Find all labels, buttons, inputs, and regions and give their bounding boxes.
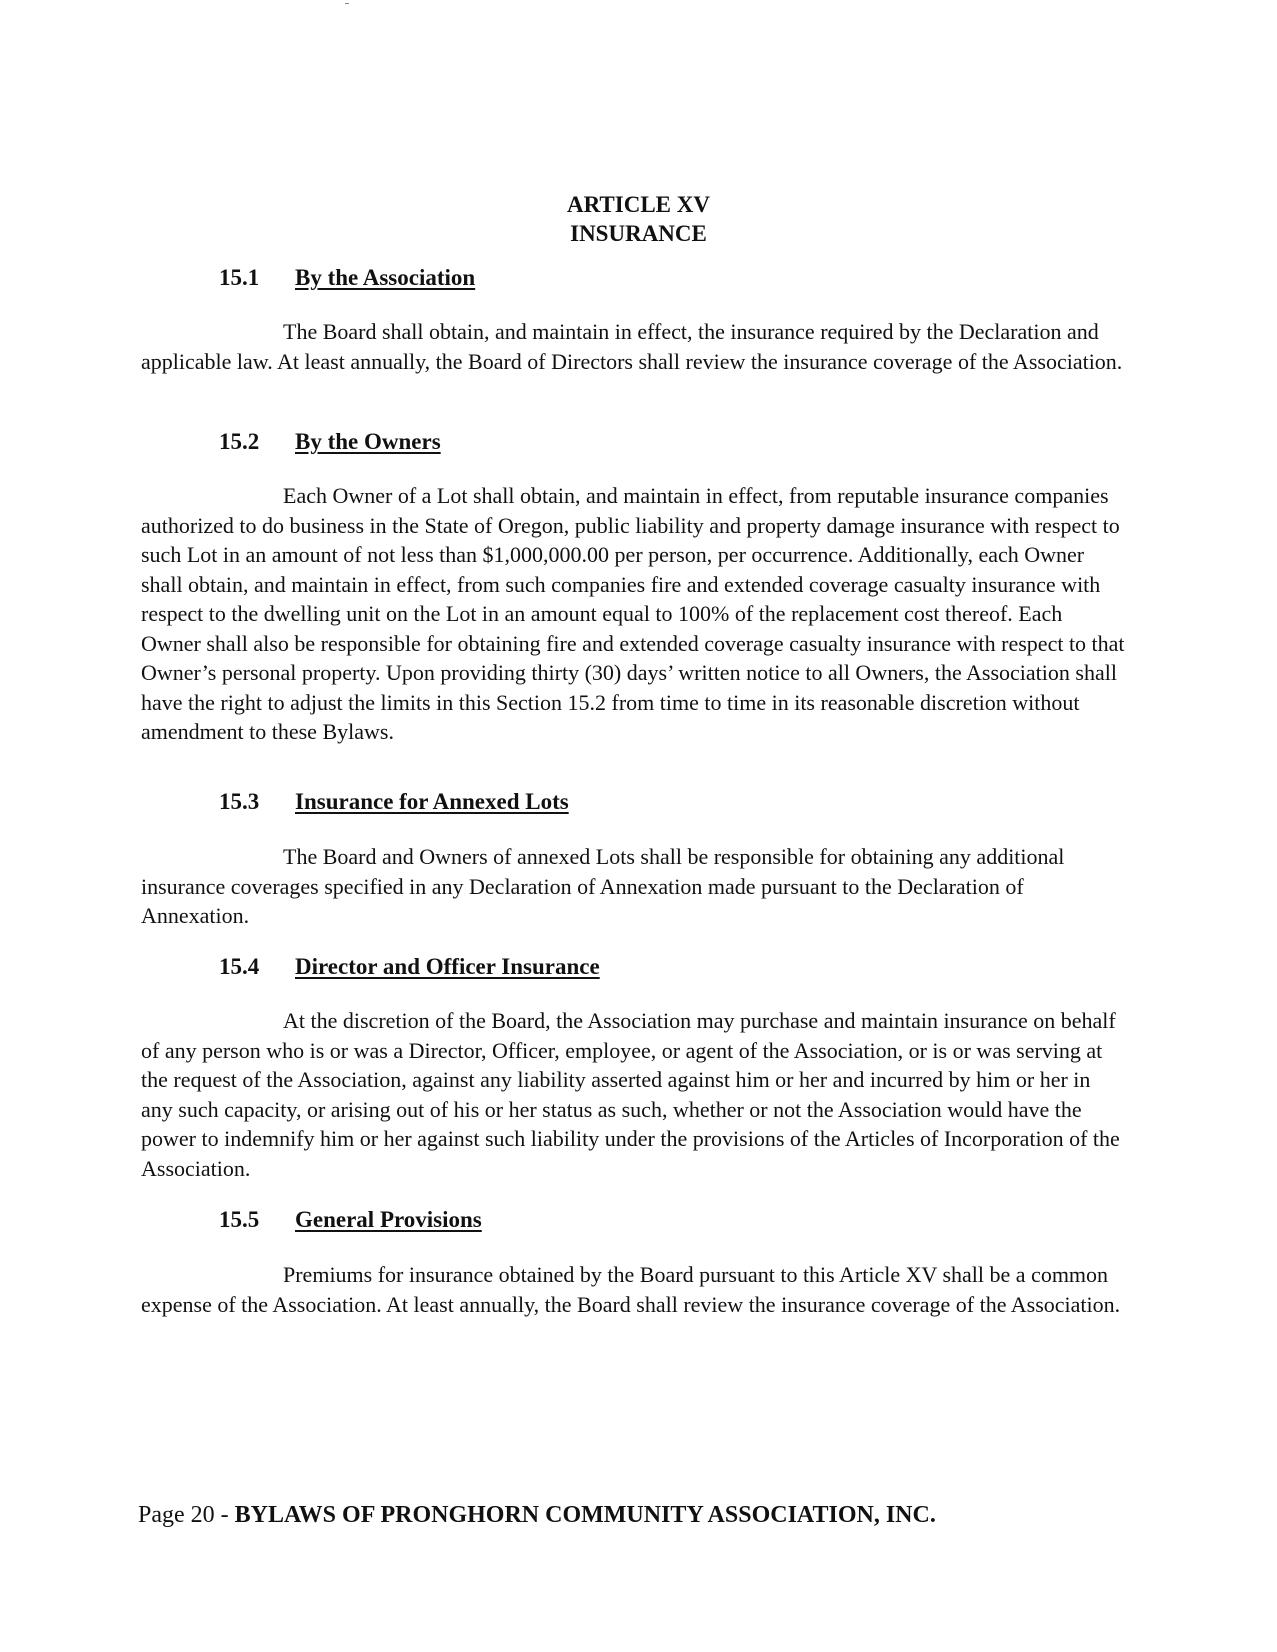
footer-document-title: BYLAWS OF PRONGHORN COMMUNITY ASSOCIATION, INC. — [234, 1502, 936, 1528]
section-heading-15-5 — [219, 1206, 482, 1234]
section-heading-15-2 — [219, 428, 441, 456]
section-title: Director and Officer Insurance — [295, 954, 600, 979]
section-heading-15-4 — [219, 953, 600, 981]
section-body-15-4: At the discretion of the Board, the Association may purchase and maintain insurance on behalf of any person who is or was a Director, Officer, employee, or agent of the Association, or is or was serving at the request of the Association, against any liability asserted against him or her and incurred by him or her in any such capacity, or arising out of his or her status as such, whether or not the Association would have the power to indemnify him or her against such liability under the provisions of the Articles of Incorporation of the Association. — [141, 1008, 1120, 1181]
section-number: 15.3 — [219, 789, 260, 814]
section-body-15-1: The Board shall obtain, and maintain in effect, the insurance required by the Declaration and applicable law. At least annually, the Board of Directors shall review the insurance coverage of the Association. — [141, 319, 1123, 374]
section-heading-15-1 — [219, 264, 475, 292]
article-number: ARTICLE XV — [567, 192, 710, 217]
footer-page-label: Page 20 - — [138, 1502, 235, 1528]
page-footer — [138, 1502, 936, 1529]
section-body-15-2: Each Owner of a Lot shall obtain, and maintain in effect, from reputable insurance companies authorized to do business in the State of Oregon, public liability and property damage insurance with respect to such Lot in an amount of not less than $1,000,000.00 per person, per occurrence. Additionally, each Owner shall obtain, and maintain in effect, from such companies fire and extended coverage casualty insurance with respect to the dwelling unit on the Lot in an amount equal to 100% of the replacement cost thereof. Each Owner shall also be responsible for obtaining fire and extended coverage casualty insurance with respect to that Owner’s personal property. Upon providing thirty (30) days’ written notice to all Owners, the Association shall have the right to adjust the limits in this Section 15.2 from time to time in its reasonable discretion without amendment to these Bylaws. — [141, 483, 1125, 744]
scan-mark — [345, 3, 349, 4]
section-title: By the Owners — [295, 429, 441, 454]
section-number: 15.2 — [219, 429, 260, 454]
section-heading-15-3 — [219, 788, 569, 816]
article-heading — [0, 190, 1277, 248]
section-body-15-3: The Board and Owners of annexed Lots shall be responsible for obtaining any additional insurance coverages specified in any Declaration of Annexation made pursuant to the Declaration of Annexation. — [141, 844, 1065, 928]
article-title: INSURANCE — [570, 221, 707, 246]
section-title: General Provisions — [295, 1207, 482, 1232]
section-number: 15.1 — [219, 265, 260, 290]
section-body-15-5: Premiums for insurance obtained by the Board pursuant to this Article XV shall be a common expense of the Association. At least annually, the Board shall review the insurance coverage of the Association. — [141, 1262, 1121, 1317]
section-number: 15.5 — [219, 1207, 260, 1232]
section-number: 15.4 — [219, 954, 260, 979]
section-title: By the Association — [295, 265, 476, 290]
section-title: Insurance for Annexed Lots — [295, 789, 569, 814]
